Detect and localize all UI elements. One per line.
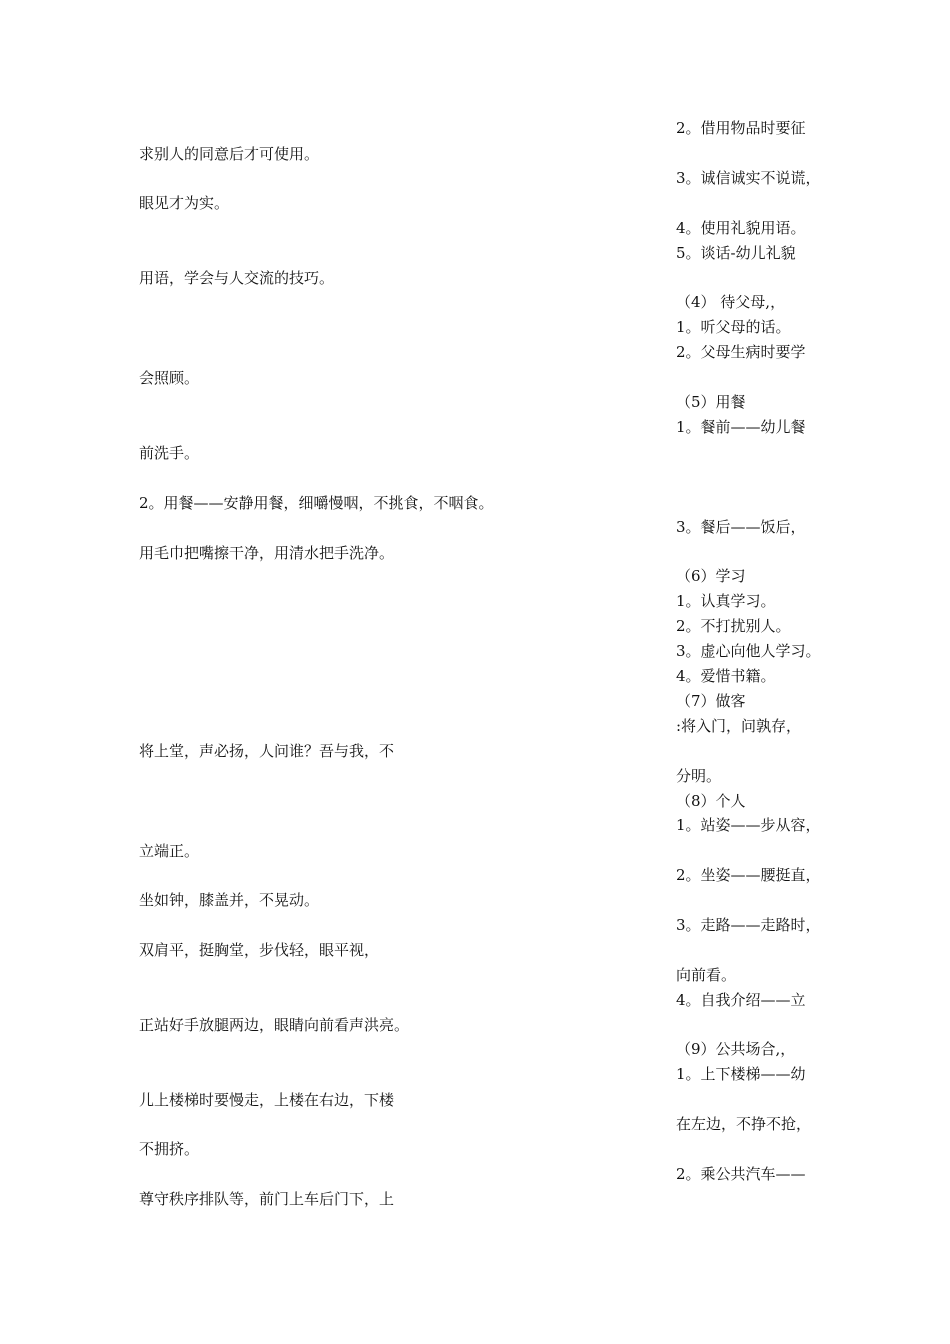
left-line-15: 尊守秩序排队等，前门上车后门下，上 [139,1190,395,1208]
right-line-1: 2。借用物品时要征 [676,119,806,137]
right-line-3: 4。使用礼貌用语。 [676,219,806,237]
right-line-20: 1。站姿——步从容， [676,816,821,834]
left-line-12: 正站好手放腿两边，眼睛向前看声洪亮。 [139,1016,410,1034]
right-line-5: （4） 待父母,， [676,293,786,311]
right-line-21: 2。坐姿——腰挺直， [676,866,821,884]
right-line-23: 向前看。 [676,966,737,984]
right-line-4: 5。谈话-幼儿礼貌 [676,244,796,262]
right-line-11: （6）学习 [676,567,746,585]
right-line-16: （7）做客 [676,692,746,710]
left-line-7: 用毛巾把嘴擦干净，用清水把手洗净。 [139,544,395,562]
left-line-9: 立端正。 [139,842,200,860]
right-line-17: :将入门，问孰存， [676,717,802,735]
left-line-8: 将上堂，声必扬，人问谁？吾与我，不 [139,742,395,760]
right-line-27: 在左边，不挣不抢， [676,1115,812,1133]
right-line-18: 分明。 [676,767,722,785]
right-line-22: 3。走路——走路时， [676,916,821,934]
right-line-9: 1。餐前——幼儿餐 [676,418,806,436]
right-line-24: 4。自我介绍——立 [676,991,806,1009]
right-line-6: 1。听父母的话。 [676,318,791,336]
right-line-25: （9）公共场合,， [676,1040,796,1058]
right-line-13: 2。不打扰别人。 [676,617,791,635]
left-line-13: 儿上楼梯时要慢走，上楼在右边，下楼 [139,1091,395,1109]
right-line-10: 3。餐后——饭后， [676,518,806,536]
left-line-11: 双肩平，挺胸堂，步伐轻，眼平视， [139,941,380,959]
right-line-15: 4。爱惜书籍。 [676,667,776,685]
left-line-3: 用语，学会与人交流的技巧。 [139,269,335,287]
left-line-6: 2。用餐——安静用餐，细嚼慢咽，不挑食，不咽食。 [139,494,494,512]
right-line-2: 3。诚信诚实不说谎， [676,169,821,187]
right-line-28: 2。乘公共汽车—— [676,1165,806,1183]
right-line-7: 2。父母生病时要学 [676,343,806,361]
left-line-1: 求别人的同意后才可使用。 [139,145,320,163]
right-line-19: （8）个人 [676,792,746,810]
left-line-10: 坐如钟，膝盖并，不晃动。 [139,891,320,909]
right-line-12: 1。认真学习。 [676,592,776,610]
left-line-14: 不拥挤。 [139,1140,200,1158]
left-line-4: 会照顾。 [139,369,200,387]
left-line-5: 前洗手。 [139,444,200,462]
right-line-14: 3。虚心向他人学习。 [676,642,821,660]
right-line-8: （5）用餐 [676,393,746,411]
right-line-26: 1。上下楼梯——幼 [676,1065,806,1083]
left-line-2: 眼见才为实。 [139,194,230,212]
